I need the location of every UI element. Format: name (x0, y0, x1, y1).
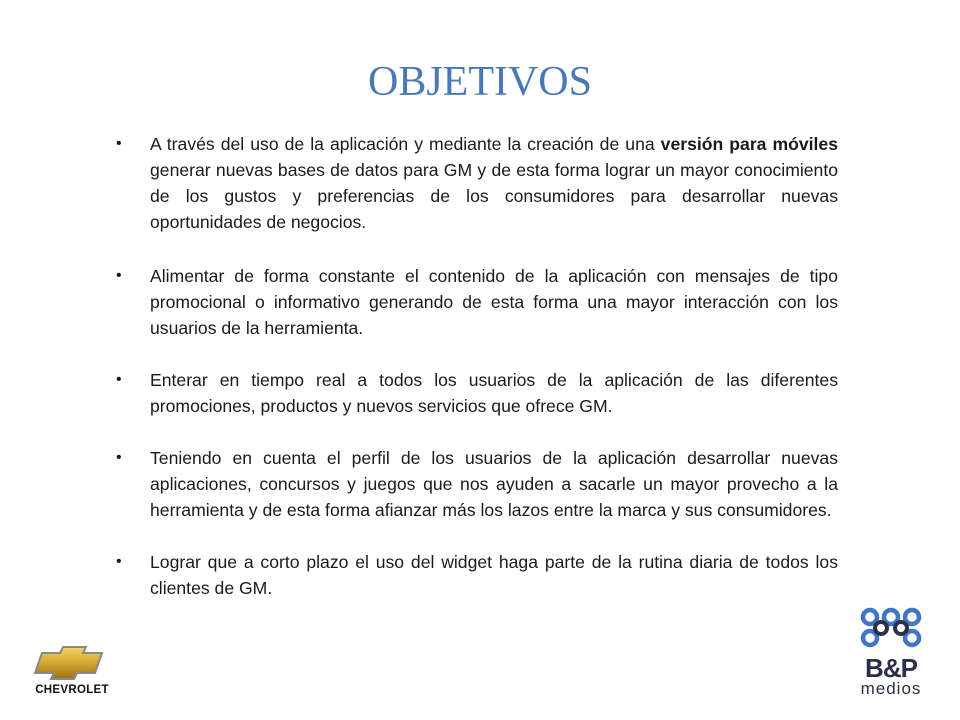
bullet-icon: • (116, 267, 122, 284)
bp-logo-sub: medios (860, 679, 922, 698)
bullet-icon: • (116, 135, 122, 152)
chevrolet-wordmark: CHEVROLET (35, 684, 109, 696)
objective-bold-phrase: versión para móviles (660, 134, 838, 154)
bp-logo-name: B&P (865, 653, 917, 683)
objectives-list (118, 131, 838, 629)
objective-text: A través del uso de la aplicación y mediante la creación de una versión para móviles generar nuevas bases de datos para GM y de esta forma lograr un mayor conocimiento de los gustos y preferencias de los consumidores para desarrollar nuevas oportunidades de negocios. (150, 134, 838, 232)
objective-text: Enterar en tiempo real a todos los usuarios de la aplicación de las diferentes promociones, productos y nuevos servicios que ofrece GM. (150, 370, 838, 416)
objective-text: Alimentar de forma constante el contenido de la aplicación con mensajes de tipo promocional o informativo generando de esta forma una mayor interacción con los usuarios de la herramienta. (150, 266, 838, 338)
slide-title: OBJETIVOS (367, 59, 592, 105)
bullet-icon: • (116, 449, 122, 466)
objective-text: Teniendo en cuenta el perfil de los usuarios de la aplicación desarrollar nuevas aplicaciones, concursos y juegos que nos ayuden a sacarle un mayor provecho a la herramienta y de esta forma afianzar más los lazos entre la marca y sus consumidores. (150, 448, 838, 520)
objective-item (118, 131, 838, 235)
objective-item (118, 445, 838, 523)
objective-item (118, 367, 838, 419)
objective-item (118, 263, 838, 341)
objective-text: Lograr que a corto plazo el uso del widget haga parte de la rutina diaria de todos los clientes de GM. (150, 552, 838, 598)
bullet-icon: • (116, 371, 122, 388)
bullet-icon: • (116, 553, 122, 570)
objective-item (118, 549, 838, 601)
